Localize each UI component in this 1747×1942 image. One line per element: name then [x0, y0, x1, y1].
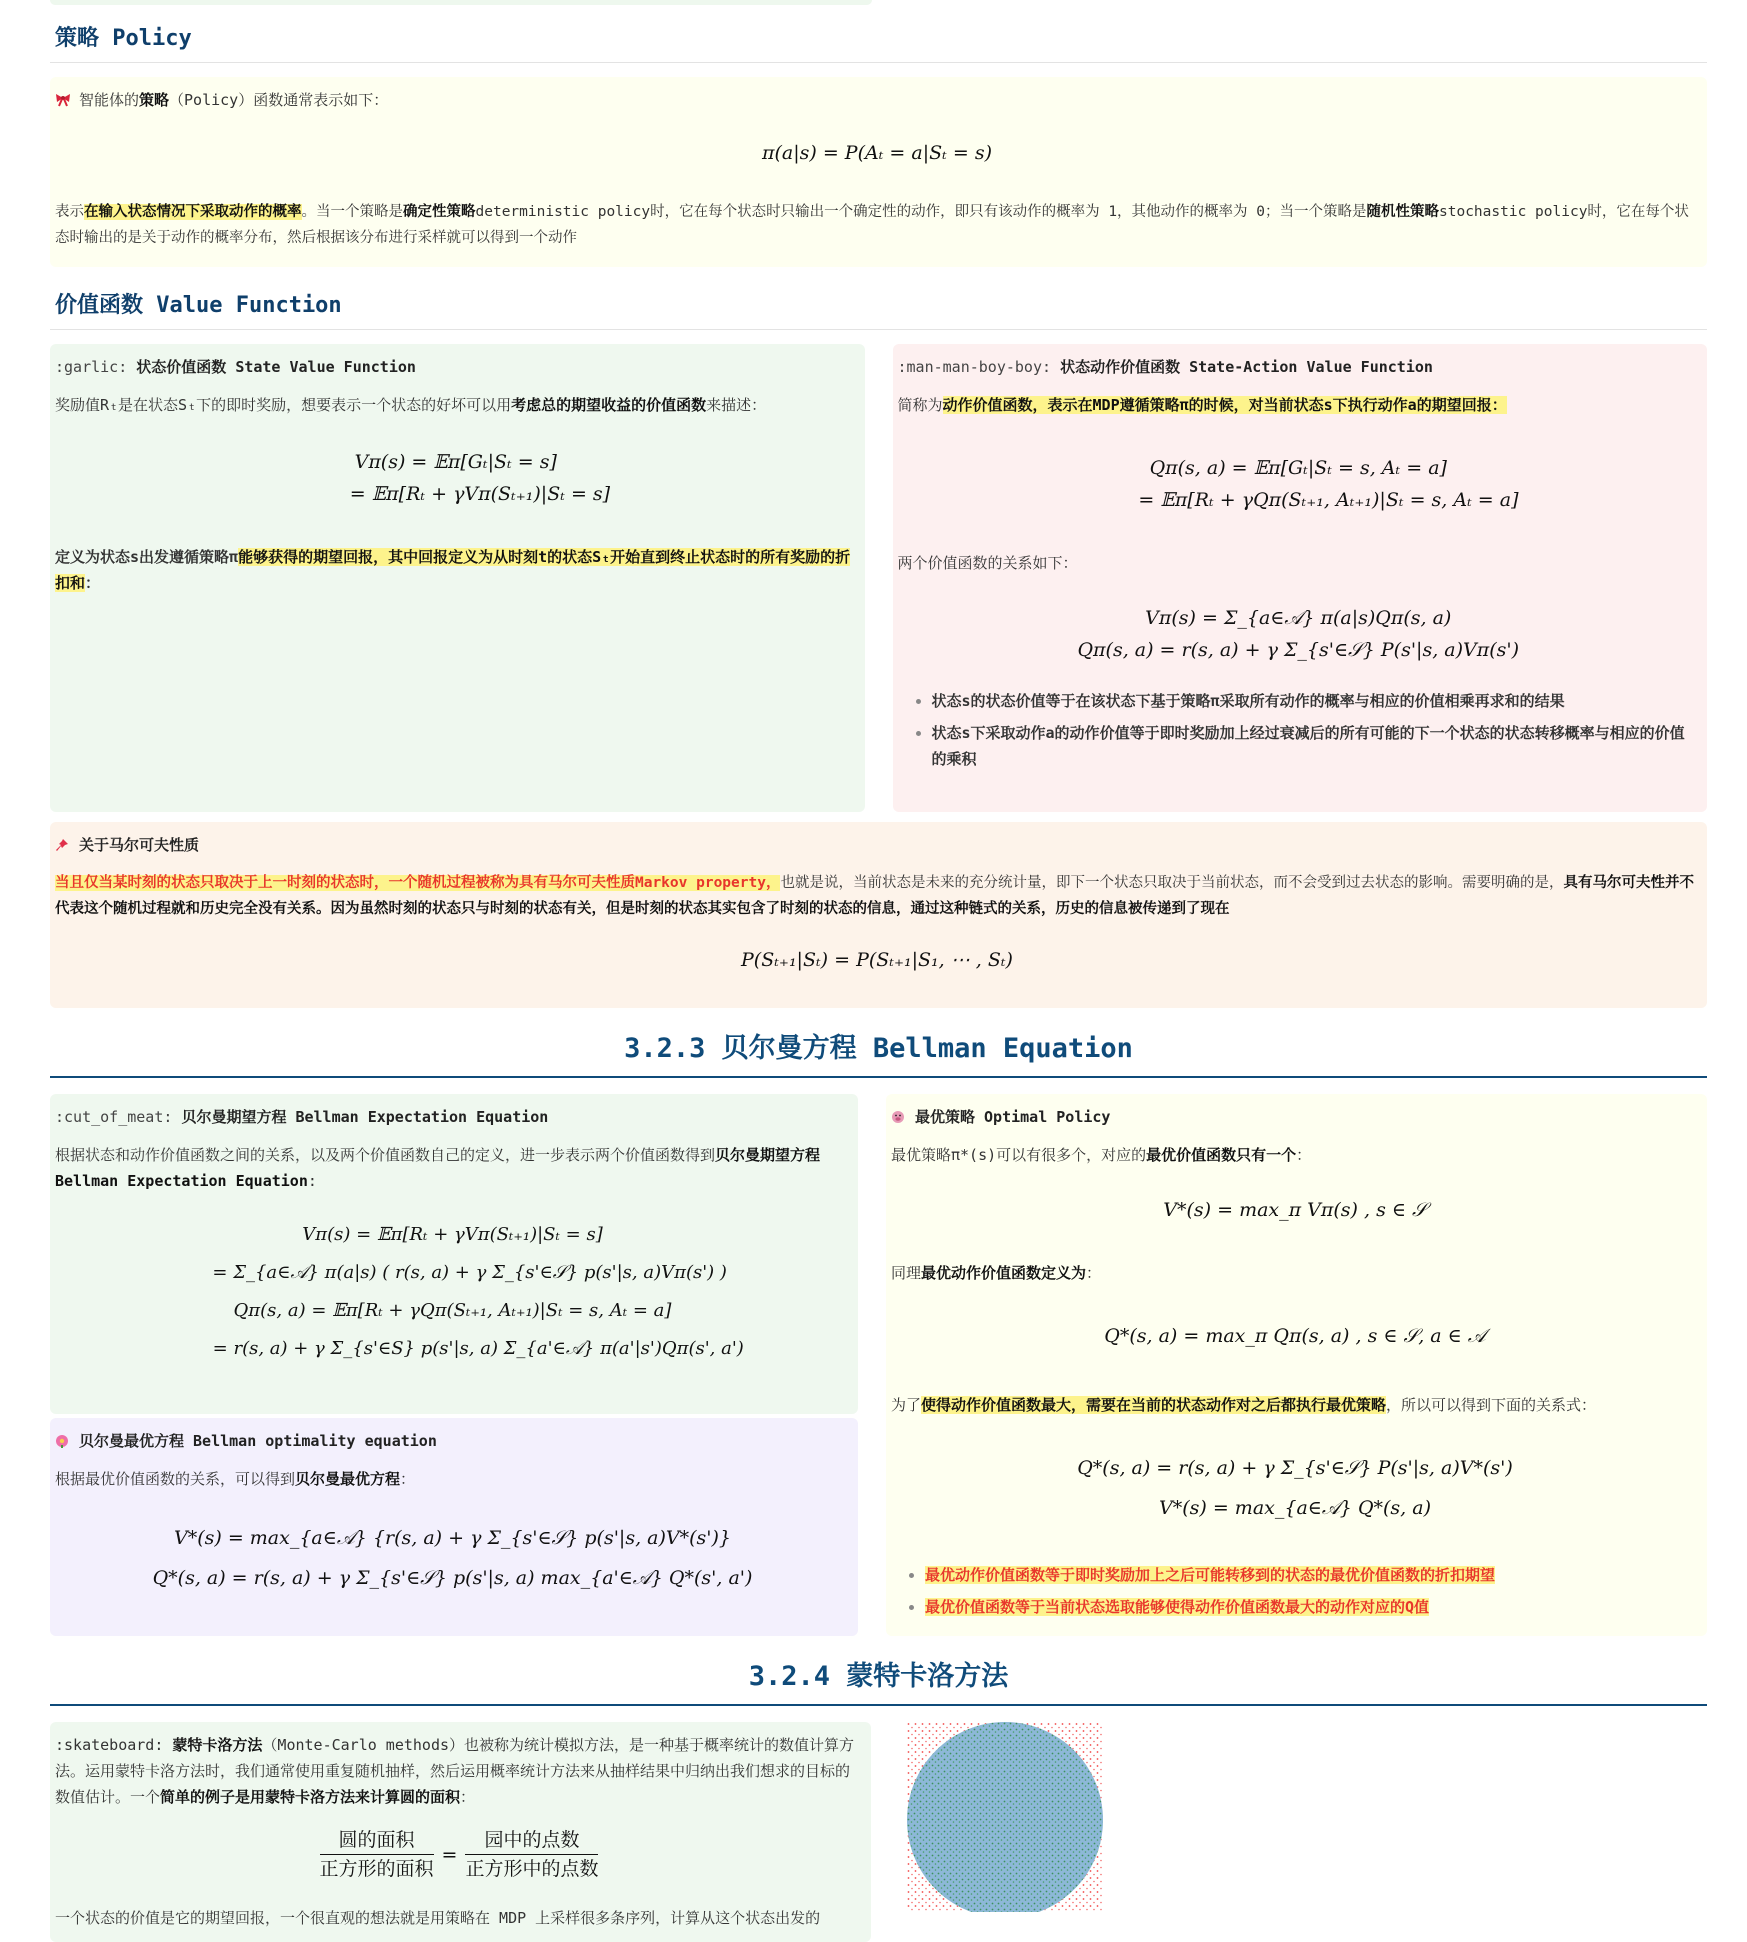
pig-icon — [891, 1106, 907, 1120]
pushpin-icon — [55, 834, 71, 848]
policy-description: 表示在输入状态情况下采取动作的概率。当一个策略是确定性策略deterministic policy时，它在每个状态时只输出一个确定性的动作，即只有该动作的概率为 1，其他动作的概率为 0；当一个策略是随机性策略stochastic policy时，它在每个状态时输出的是关于动作的概率分布，然后根据该分布进行采样就可以得到一个动作 — [55, 204, 1689, 246]
state-value-callout: :garlic: 状态价值函数 State Value Function 奖励值Rₜ是在状态Sₜ下的即时奖励，想要表示一个状态的好坏可以用考虑总的期望收益的价值函数来描述： Vπ(s) = 𝔼π[Gₜ|Sₜ = s] = 𝔼π[Rₜ + γVπ(Sₜ₊₁)|Sₜ = s] 定义为状态s出发遵循策略π能够获得的期望回报，其中回报定义为从时刻t的状态Sₜ开始直到终止状态时的所有奖励的折扣和： — [50, 344, 865, 812]
monte-carlo-circle-image — [907, 1722, 1107, 1912]
state-value-formula: Vπ(s) = 𝔼π[Gₜ|Sₜ = s] = 𝔼π[Rₜ + γVπ(Sₜ₊₁)|Sₜ = s] — [301, 451, 611, 505]
optimal-policy-callout: 最优策略 Optimal Policy 最优策略π*(s)可以有很多个，对应的最优价值函数只有一个： V*(s) = max_π Vπ(s) , s ∈ 𝒮 同理最优动作价值函数定义为： Q*(s, a) = max_π Qπ(s, a) , s ∈ 𝒮, a ∈ 𝒜 为了使得动作价值函数最大，需要在当前的状态动作对之后都执行最优策略，所以可以得到下面的关系式： Q*(s, a) = r(s, a) + γ Σ_{s'∈𝒮} P(s'|s, a)V*(s') V*(s) = max_{a∈𝒜} Q*(s, a) • 最优动作价值函数等于即时奖励加上之后可能转移到的状态的最优价值函数的折扣期望 • 最优价值函数等于当前状态选取能够使得动作价值函数最大的动作对应的Q值 — [886, 1094, 1707, 1636]
section-heading-value-function: 价值函数 Value Function — [50, 267, 1707, 330]
bellman-expectation-callout: :cut_of_meat: 贝尔曼期望方程 Bellman Expectation Equation 根据状态和动作价值函数之间的关系，以及两个价值函数自己的定义，进一步表示两个价值函数得到贝尔曼期望方程Bellman Expectation Equation: Vπ(s) = 𝔼π[Rₜ + γVπ(Sₜ₊₁)|Sₜ = s] = Σ_{a∈𝒜} π(a|s) ( r(s, a) + γ Σ_{s'∈𝒮} p(s'|s, a)Vπ(s') ) Qπ(s, a) = 𝔼π[Rₜ + γQπ(Sₜ₊₁, Aₜ₊₁)|Sₜ = s, Aₜ = a] = r(s, a) + γ Σ_{s'∈S} p(s'|s, a) Σ_{a'∈𝒜} π(a'|s')Qπ(s', a') — [50, 1094, 858, 1414]
list-item: • 状态s的状态价值等于在该状态下基于策略π采取所有动作的概率与相应的价值相乘再求和的结果 — [932, 688, 1700, 714]
emoji-shortcode: :man-man-boy-boy: — [897, 358, 1052, 376]
monte-carlo-formula: 圆的面积 正方形的面积 = 园中的点数 正方形中的点数 — [55, 1826, 863, 1883]
relation-bullets — [898, 688, 1700, 772]
chapter-heading-monte-carlo: 3.2.4 蒙特卡洛方法 — [50, 1636, 1707, 1706]
markov-formula: P(Sₜ₊₁|Sₜ) = P(Sₜ₊₁|S₁, ⋯ , Sₜ) — [741, 949, 1013, 971]
state-action-value-formula: Qπ(s, a) = 𝔼π[Gₜ|Sₜ = s, Aₜ = a] = 𝔼π[Rₜ + γQπ(Sₜ₊₁, Aₜ₊₁)|Sₜ = s, Aₜ = a] — [1077, 457, 1519, 511]
policy-callout — [50, 77, 1707, 267]
callout-title: 状态动作价值函数 State-Action Value Function — [1060, 358, 1433, 376]
emoji-shortcode: :skateboard: — [55, 1736, 164, 1754]
list-item: • 状态s下采取动作a的动作价值等于即时奖励加上经过衰减后的所有可能的下一个状态的状态转移概率与相应的价值的乘积 — [932, 720, 1700, 772]
list-item: • 最优动作价值函数等于即时奖励加上之后可能转移到的状态的最优价值函数的折扣期望 — [925, 1562, 1699, 1588]
bellman-expectation-formula: Vπ(s) = 𝔼π[Rₜ + γVπ(Sₜ₊₁)|Sₜ = s] = Σ_{a∈𝒜} π(a|s) ( r(s, a) + γ Σ_{s'∈𝒮} p(s'|s, a)Vπ(s') ) Qπ(s, a) = 𝔼π[Rₜ + γQπ(Sₜ₊₁, Aₜ₊₁)|Sₜ = s, Aₜ = a] = r(s, a) + γ Σ_{s'∈S} p(s'|s, a) Σ_{a'∈𝒜} π(a'|s')Qπ(s', a') — [161, 1224, 744, 1359]
policy-intro: 智能体的策略（Policy）函数通常表示如下： — [55, 87, 1699, 113]
chapter-heading-bellman: 3.2.3 贝尔曼方程 Bellman Equation — [50, 1008, 1707, 1078]
flower-icon — [55, 1430, 71, 1444]
emoji-shortcode: :garlic: — [55, 358, 128, 376]
state-action-value-callout: :man-man-boy-boy: 状态动作价值函数 State-Action Value Function 简称为动作价值函数，表示在MDP遵循策略π的时候，对当前状态s下执行动作a的期望回报： Qπ(s, a) = 𝔼π[Gₜ|Sₜ = s, Aₜ = a] = 𝔼π[Rₜ + γQπ(Sₜ₊₁, Aₜ₊₁)|Sₜ = s, Aₜ = a] 两个价值函数的关系如下： Vπ(s) = Σ_{a∈𝒜} π(a|s)Qπ(s, a) Qπ(s, a) = r(s, a) + γ Σ_{s'∈𝒮} P(s'|s, a)Vπ(s') • 状态s的状态价值等于在该状态下基于策略π采取所有动作的概率与相应的价值相乘再求和的结果 • 状态s下采取动作a的动作价值等于即时奖励加上经过衰减后的所有可能的下一个状态的状态转移概率与相应的价值的乘积 — [893, 344, 1708, 812]
bellman-optimality-callout: 贝尔曼最优方程 Bellman optimality equation 根据最优价值函数的关系，可以得到贝尔曼最优方程： V*(s) = max_{a∈𝒜} {r(s, a) + γ Σ_{s'∈𝒮} p(s'|s, a)V*(s')} Q*(s, a) = r(s, a) + γ Σ_{s'∈𝒮} p(s'|s, a) max_{a'∈𝒜} Q*(s', a') — [50, 1418, 858, 1636]
relation-formula: Vπ(s) = Σ_{a∈𝒜} π(a|s)Qπ(s, a) Qπ(s, a) = r(s, a) + γ Σ_{s'∈𝒮} P(s'|s, a)Vπ(s') — [1077, 607, 1520, 661]
policy-formula: π(a|s) = P(Aₜ = a|Sₜ = s) — [762, 142, 992, 164]
list-item: • 最优价值函数等于当前状态选取能够使得动作价值函数最大的动作对应的Q值 — [925, 1594, 1699, 1620]
bellman-row — [50, 1094, 1707, 1636]
ribbon-icon — [55, 89, 71, 103]
state-value-definition: 定义为状态s出发遵循策略π能够获得的期望回报，其中回报定义为从时刻t的状态Sₜ开始直到终止状态时的所有奖励的折扣和： — [55, 548, 851, 592]
callout-title: 状态价值函数 State Value Function — [136, 358, 416, 376]
markov-callout: 关于马尔可夫性质 当且仅当某时刻的状态只取决于上一时刻的状态时，一个随机过程被称为具有马尔可夫性质Markov property，也就是说，当前状态是未来的充分统计量，即下一个状态只取决于当前状态，而不会受到过去状态的影响。需要明确的是，具有马尔可夫性并不代表这个随机过程就和历史完全没有关系。因为虽然时刻的状态只与时刻的状态有关，但是时刻的状态其实包含了时刻的状态的信息，通过这种链式的关系，历史的信息被传递到了现在 P(Sₜ₊₁|Sₜ) = P(Sₜ₊₁|S₁, ⋯ , Sₜ) — [50, 822, 1707, 1008]
previous-box-edge — [50, 0, 872, 5]
emoji-shortcode: :cut_of_meat: — [55, 1108, 173, 1126]
value-function-row — [50, 344, 1707, 812]
callout-title: 贝尔曼期望方程 Bellman Expectation Equation — [181, 1108, 549, 1126]
section-heading-policy: 策略 Policy — [50, 0, 1707, 63]
monte-carlo-callout: :skateboard: 蒙特卡洛方法（Monte-Carlo methods）也被称为统计模拟方法，是一种基于概率统计的数值计算方法。运用蒙特卡洛方法时，我们通常使用重复随机抽样，然后运用概率统计方法来从抽样结果中归纳出我们想求的目标的数值估计。一个简单的例子是用蒙特卡洛方法来计算圆的面积： 圆的面积 正方形的面积 = 园中的点数 正方形中的点数 一个状态的价值是它的期望回报，一个很直观的想法就是用策略在 MDP 上采样很多条序列，计算从这个状态出发的 — [50, 1722, 871, 1942]
bellman-optimality-formula: V*(s) = max_{a∈𝒜} {r(s, a) + γ Σ_{s'∈𝒮} p(s'|s, a)V*(s')} Q*(s, a) = r(s, a) + γ Σ_{s'∈𝒮} p(s'|s, a) max_{a'∈𝒜} Q*(s', a') — [152, 1527, 753, 1589]
